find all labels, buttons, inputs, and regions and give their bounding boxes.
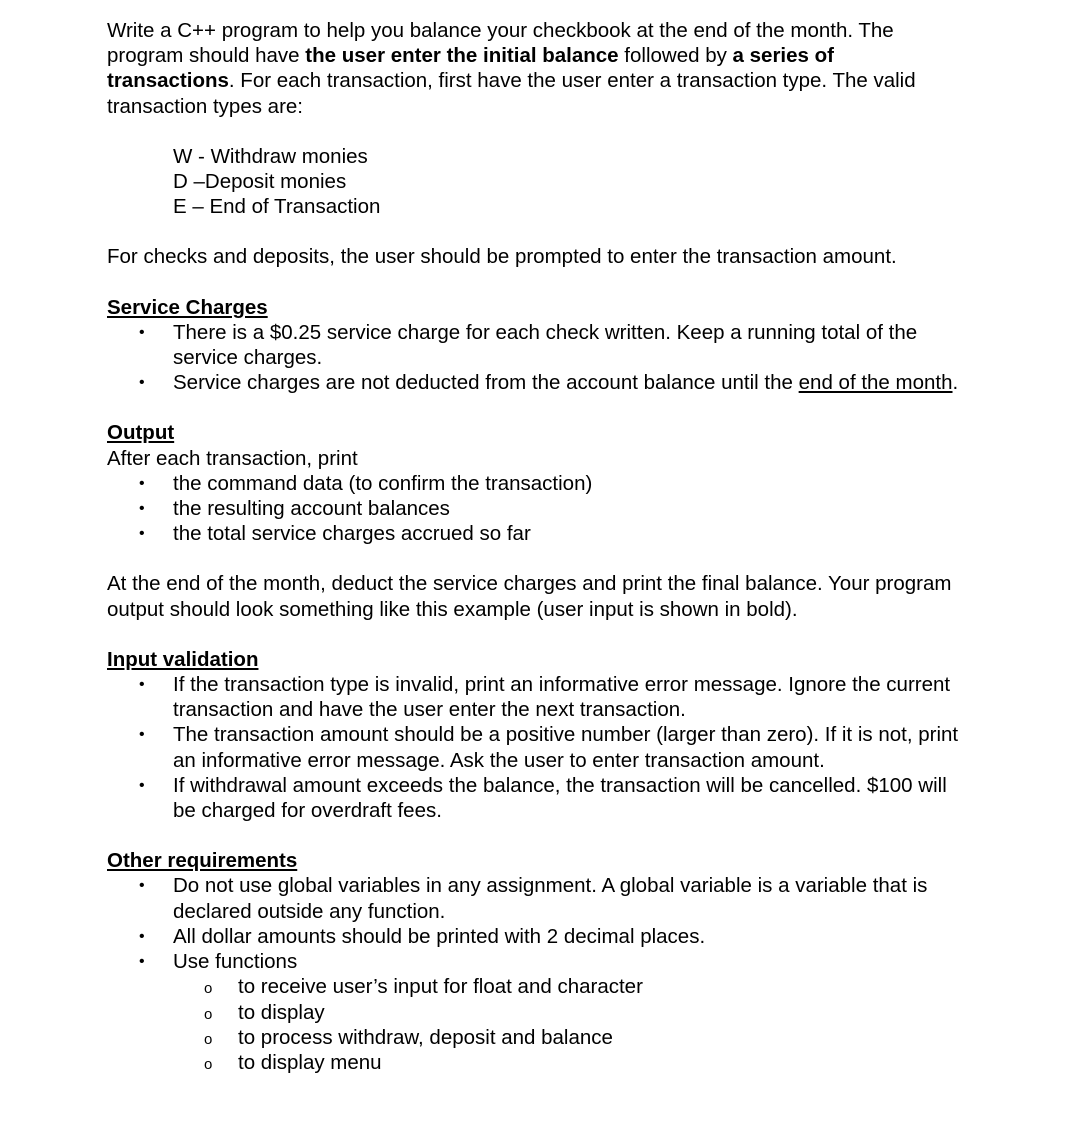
other-item: • All dollar amounts should be printed with 2 decimal places.: [173, 924, 967, 949]
other-item-functions: • Use functions o to receive user’s input for float and character o to display o to process withdraw, deposit and balance o to display menu: [173, 949, 967, 1075]
sub-item: o to display menu: [238, 1050, 967, 1075]
output-list: [107, 471, 967, 547]
type-deposit: D –Deposit monies: [173, 170, 347, 194]
output-item: • the resulting account balances: [173, 496, 967, 521]
service-item-2: • Service charges are not deducted from the account balance until the end of the month.: [173, 370, 967, 395]
intro-bold-initial-balance: the user enter the initial balance: [305, 44, 619, 68]
transaction-types-list: [107, 144, 967, 220]
service-item-1: • There is a $0.25 service charge for each check written. Keep a running total of the service charges.: [173, 320, 967, 370]
type-end: E – End of Transaction: [173, 195, 381, 219]
sub-item: o to receive user’s input for float and character: [238, 974, 967, 999]
intro-text-1: Write a C++ program to help you balance your checkbook at the end of the month. The program should have: [107, 19, 894, 68]
intro-bold-series: a series of transactions: [107, 44, 834, 93]
validation-item: • If withdrawal amount exceeds the balance, the transaction will be cancelled. $100 will be charged for overdraft fees.: [173, 773, 967, 823]
sub-item: o to process withdraw, deposit and balance: [238, 1025, 967, 1050]
input-validation-heading: Input validation: [107, 647, 259, 671]
functions-sublist: [173, 974, 967, 1075]
output-intro: After each transaction, print: [107, 446, 358, 470]
type-withdraw: W - Withdraw monies: [173, 144, 368, 168]
end-of-month-paragraph: At the end of the month, deduct the service charges and print the final balance. Your program output should look something like this example (user input is shown in bold).: [107, 572, 952, 621]
validation-item: • The transaction amount should be a positive number (larger than zero). If it is not, print an informative error message. Ask the user to enter transaction amount.: [173, 722, 967, 772]
output-item: • the total service charges accrued so far: [173, 521, 967, 546]
validation-item: • If the transaction type is invalid, print an informative error message. Ignore the current transaction and have the user enter the next transaction.: [173, 672, 967, 722]
other-requirements-heading: Other requirements: [107, 849, 298, 873]
other-requirements-list: [107, 873, 967, 1075]
end-of-month-underline: end of the month: [798, 371, 953, 395]
validation-list: [107, 672, 967, 823]
service-charges-heading: Service Charges: [107, 295, 268, 319]
intro-text-3: . For each transaction, first have the user enter a transaction type. The valid transaction types are:: [107, 69, 916, 118]
output-item: • the command data (to confirm the transaction): [173, 471, 967, 496]
intro-text-2: followed by: [618, 44, 733, 68]
output-heading: Output: [107, 421, 175, 445]
sub-item: o to display: [238, 1000, 967, 1025]
service-charges-list: [107, 320, 967, 396]
intro-paragraph: [107, 18, 967, 119]
prompt-paragraph: For checks and deposits, the user should be prompted to enter the transaction amount.: [107, 245, 897, 269]
other-item: • Do not use global variables in any assignment. A global variable is a variable that is declared outside any function.: [173, 873, 967, 923]
